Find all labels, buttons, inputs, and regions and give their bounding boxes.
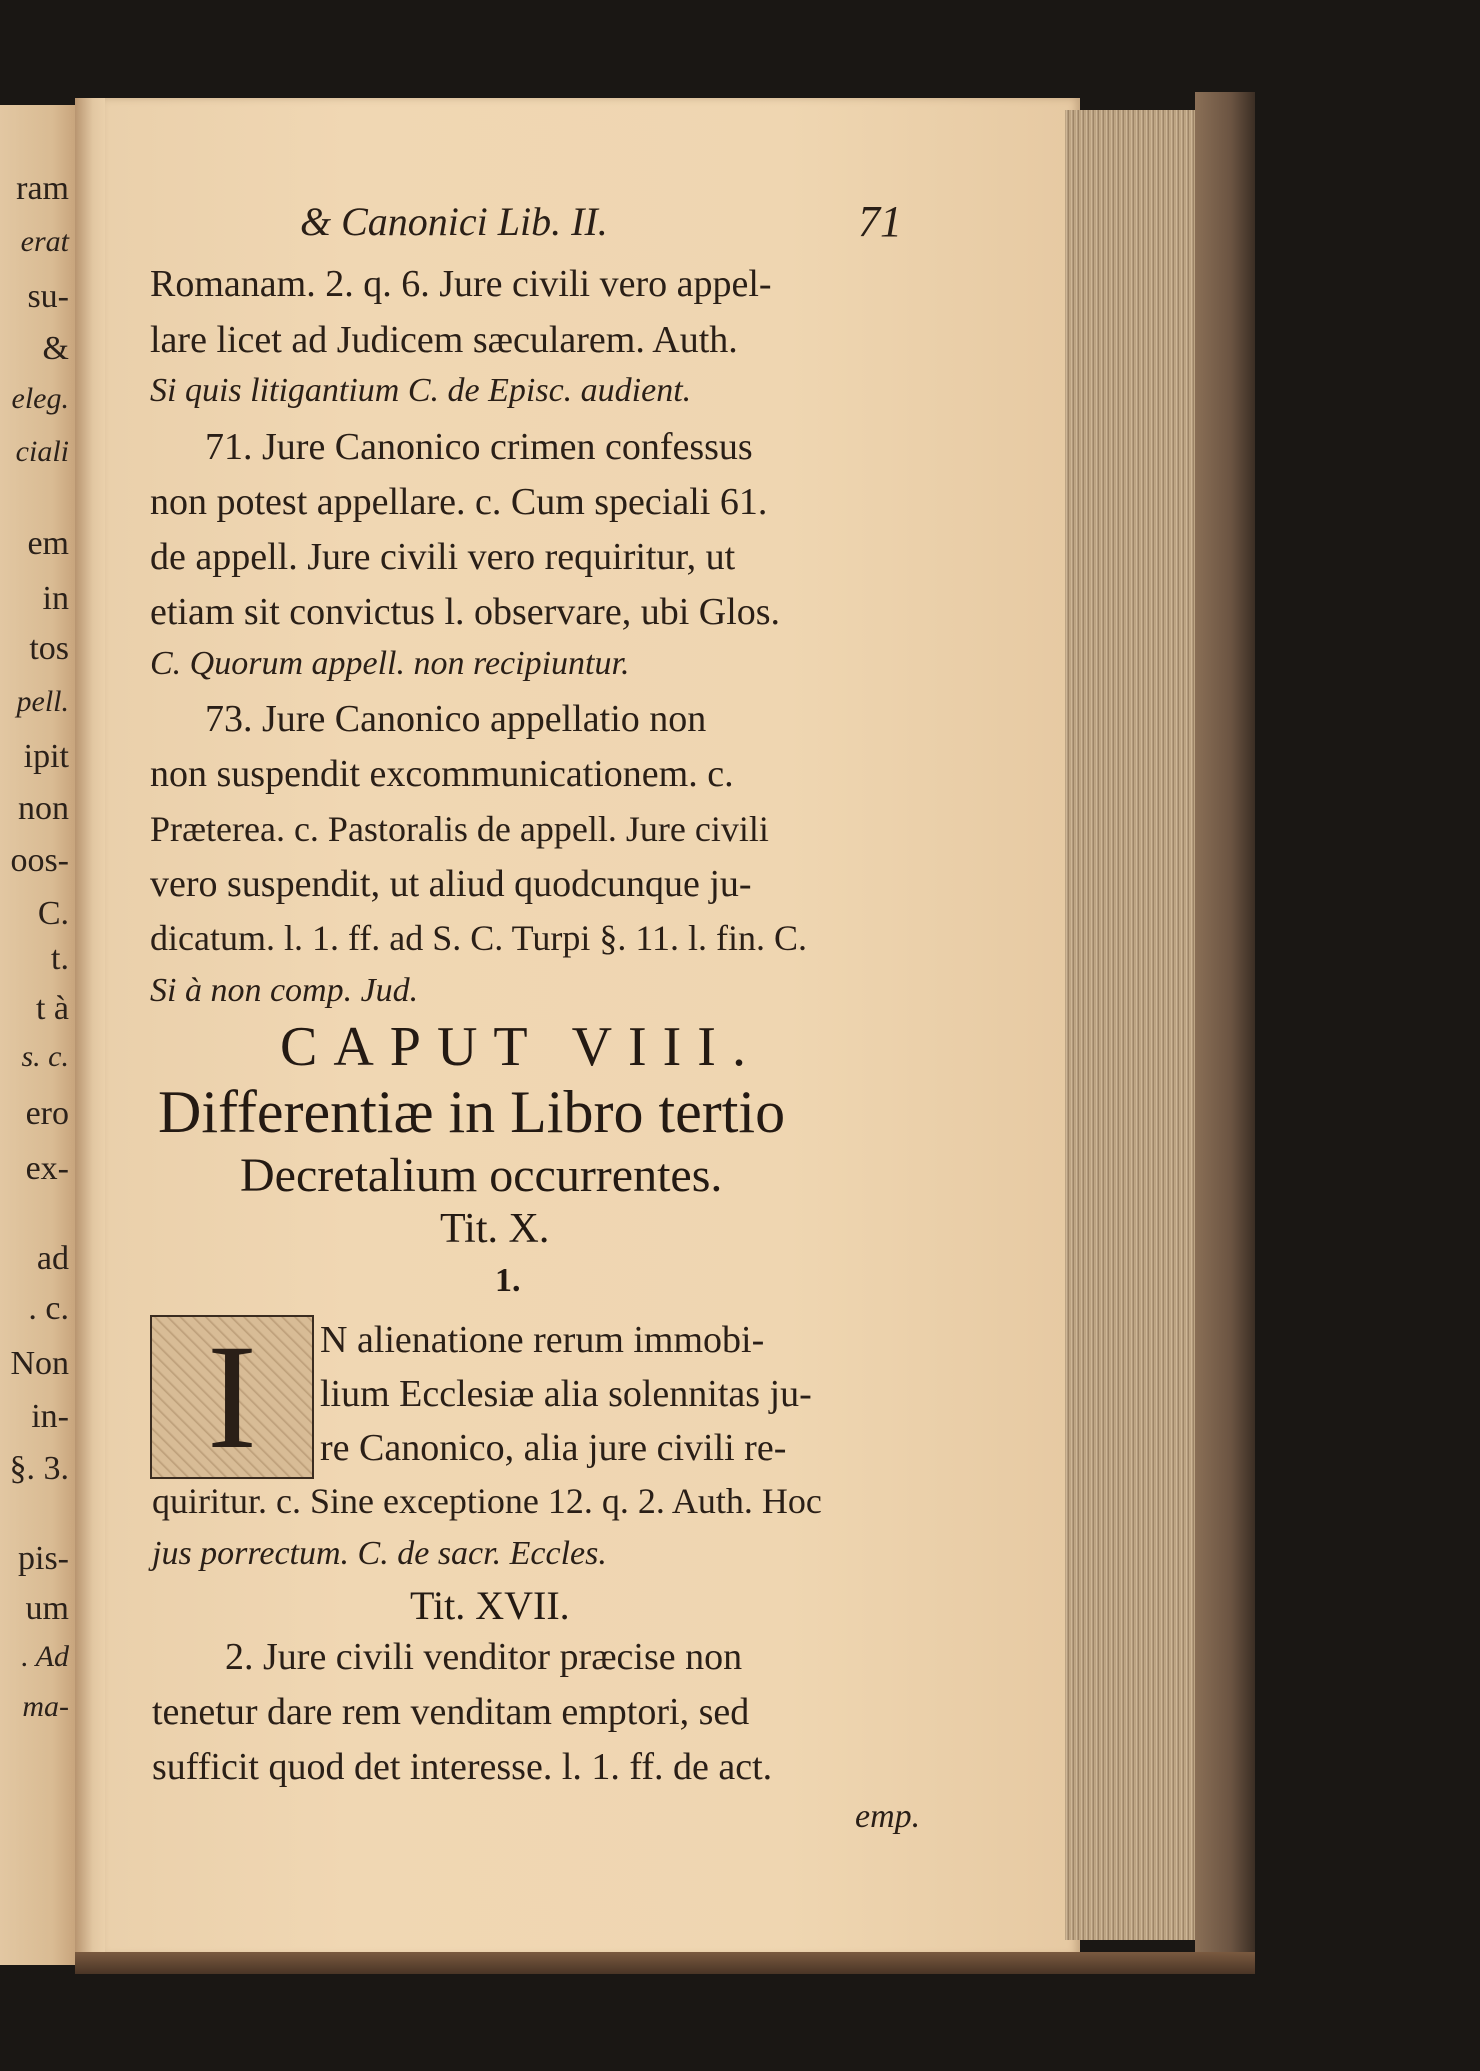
- left-page-fragment-line: C.: [37, 895, 69, 932]
- left-page-fragment-line: ex-: [25, 1150, 69, 1187]
- body-line: etiam sit convictus l. observare, ubi Glos.: [150, 591, 781, 633]
- section-1-line: N alienatione rerum immobi-: [320, 1319, 765, 1361]
- left-page-fragment-line: eleg.: [11, 382, 69, 415]
- title-heading-xvii: Tit. XVII.: [410, 1583, 570, 1628]
- left-page-fragment: [0, 105, 75, 1965]
- paragraph-number: 1.: [495, 1262, 521, 1299]
- chapter-number: CAPUT VIII.: [280, 1016, 762, 1078]
- section-1-line: lium Ecclesiæ alia solennitas ju-: [320, 1373, 812, 1415]
- left-page-fragment-line: pis-: [18, 1540, 69, 1577]
- left-page-fragment-line: ipit: [23, 738, 69, 775]
- left-page-fragment-line: in-: [31, 1398, 69, 1435]
- left-page-fragment-line: oos-: [10, 842, 69, 879]
- running-title: & Canonici Lib. II.: [300, 199, 608, 244]
- left-page-fragment-line: um: [25, 1590, 69, 1627]
- left-page-fragment-line: Non: [10, 1345, 69, 1382]
- section-1-line: re Canonico, alia jure civili re-: [320, 1427, 787, 1469]
- left-page-fragment-line: t.: [51, 940, 69, 977]
- title-heading-x: Tit. X.: [440, 1206, 550, 1252]
- body-line: 73. Jure Canonico appellatio non: [205, 698, 707, 740]
- left-page-fragment-line: . c.: [28, 1290, 69, 1327]
- left-page-fragment-line: em: [27, 525, 69, 562]
- section-2-line: tenetur dare rem venditam emptori, sed: [152, 1691, 750, 1733]
- chapter-title-line-2: Decretalium occurrentes.: [240, 1149, 723, 1202]
- left-page-fragment-line: t à: [35, 990, 69, 1027]
- body-line: vero suspendit, ut aliud quodcunque ju-: [150, 863, 752, 905]
- left-page-fragment-line: ram: [16, 170, 69, 207]
- body-line: C. Quorum appell. non recipiuntur.: [150, 645, 630, 682]
- left-page-fragment-line: . Ad: [21, 1640, 69, 1673]
- catchword: emp.: [855, 1798, 921, 1835]
- body-line: Si quis litigantium C. de Episc. audient.: [150, 372, 692, 409]
- book-cover-bottom: [75, 1952, 1255, 1974]
- body-line: dicatum. l. 1. ff. ad S. C. Turpi §. 11. l. fin. C.: [150, 918, 808, 958]
- left-page-fragment-line: pell.: [16, 685, 69, 718]
- left-page-fragment-line: ad: [36, 1240, 69, 1277]
- book-gutter: [75, 98, 105, 1968]
- left-page-fragment-line: s. c.: [21, 1040, 69, 1073]
- left-page-fragment-line: ma-: [22, 1690, 69, 1723]
- chapter-title-line-1: Differentiæ in Libro tertio: [158, 1079, 786, 1145]
- left-page-fragment-line: erat: [20, 225, 69, 258]
- decorated-initial: [150, 1315, 314, 1479]
- page-number: 71: [858, 197, 902, 246]
- left-page-fragment-line: non: [18, 790, 69, 827]
- left-page-fragment-line: ciali: [15, 435, 69, 468]
- body-line: Si à non comp. Jud.: [150, 972, 419, 1009]
- body-line: non suspendit excommunicationem. c.: [150, 753, 734, 795]
- left-page-fragment-line: ero: [25, 1095, 69, 1132]
- book-cover-edge: [1195, 92, 1255, 1972]
- left-page-fragment-line: su-: [27, 278, 69, 315]
- body-line: Romanam. 2. q. 6. Jure civili vero appel-: [150, 263, 772, 305]
- body-line: non potest appellare. c. Cum speciali 61.: [150, 481, 768, 523]
- left-page-fragment-line: &: [42, 330, 69, 367]
- section-1-line: jus porrectum. C. de sacr. Eccles.: [152, 1535, 607, 1572]
- section-2-line: sufficit quod det interesse. l. 1. ff. de act.: [152, 1746, 773, 1788]
- body-line: 71. Jure Canonico crimen confessus: [205, 426, 753, 468]
- left-page-fragment-line: tos: [29, 630, 69, 667]
- body-line: lare licet ad Judicem sæcularem. Auth.: [150, 319, 738, 361]
- body-line: Præterea. c. Pastoralis de appell. Jure civili: [150, 809, 769, 849]
- section-2-line: 2. Jure civili venditor præcise non: [225, 1636, 743, 1678]
- left-page-fragment-line: in: [42, 580, 69, 617]
- section-1-line: quiritur. c. Sine exceptione 12. q. 2. Auth. Hoc: [152, 1481, 822, 1521]
- initial-letter: I: [207, 1315, 257, 1479]
- left-page-fragment-line: §. 3.: [9, 1450, 69, 1487]
- body-line: de appell. Jure civili vero requiritur, ut: [150, 536, 736, 578]
- page-block-edges: [1065, 110, 1208, 1940]
